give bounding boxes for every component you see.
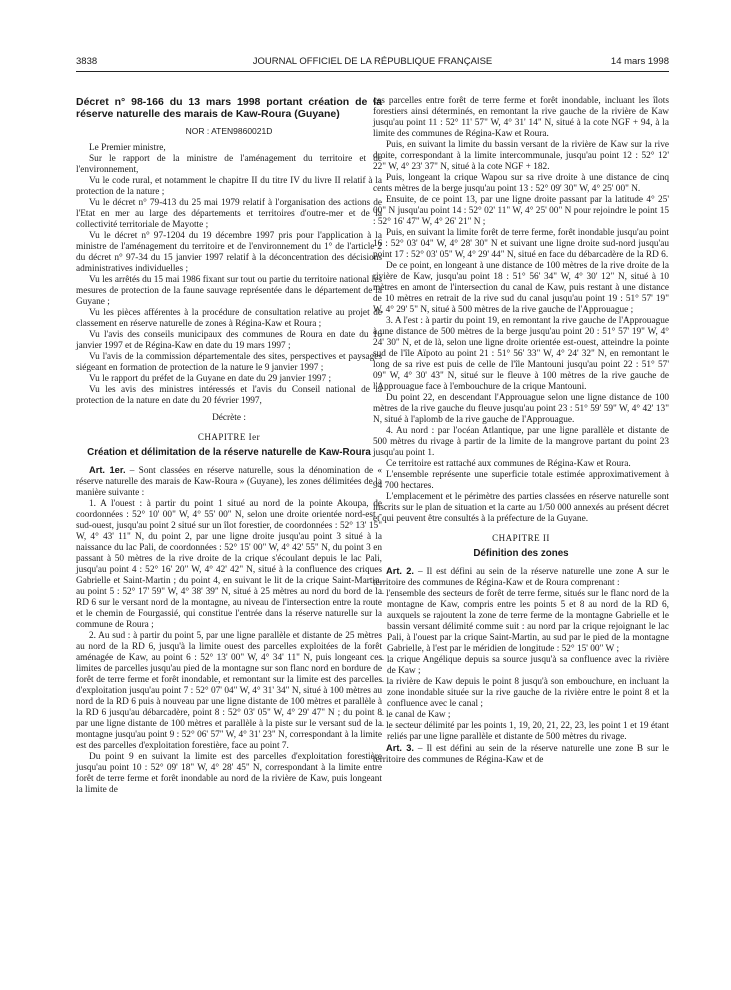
preamble-line: Vu l'avis des conseils municipaux des communes de Roura en date du 16 janvier 1997 et de Régina-Kaw en date du 19 mars 1997 ; xyxy=(76,330,382,351)
article-3 xyxy=(373,743,669,766)
chapter-2-label: CHAPITRE II xyxy=(492,533,550,543)
chapter-1-heading: Création et délimitation de la réserve naturelle de Kaw-Roura xyxy=(87,447,371,458)
decrete-label: Décrète : xyxy=(212,413,246,423)
article-1-paragraph: Du point 22, en descendant l'Approuague selon une ligne distance de 100 mètres de la rive gauche du fleuve jusqu'au point 23 : 51° 59' 59" W, 4° 42' 13" N, situé à l'aplomb de la rive gauche de l'Approuague. xyxy=(373,393,669,425)
article-1-paragraph: Du point 9 en suivant la limite est des parcelles d'exploitation forestière jusqu'au point 10 : 52° 09' 18" W, 4° 28' 45" N, correspondant à la limite entre forêt de terre ferme et forêt inondable au nord de la rivière de Kaw, puis longeant la limite de xyxy=(76,752,382,795)
article-2-item: – le secteur délimité par les points 1, 19, 20, 21, 22, 23, les point 1 et 19 étant reliés par une ligne parallèle et distante de 500 mètres du rivage. xyxy=(379,721,669,742)
journal-title: JOURNAL OFFICIEL DE LA RÉPUBLIQUE FRANÇAISE xyxy=(252,56,493,67)
article-1-paragraph: Ensuite, de ce point 13, par une ligne droite passant par la latitude 4° 25' 00" N jusqu'au point 14 : 52° 02' 11" W, 4° 25' 00" N pour rejoindre le point 15 : 52° 16' 47" W, 4° 26' 21" N ; xyxy=(373,195,669,227)
article-1-label: Art. 1er. xyxy=(89,465,126,475)
article-1 xyxy=(76,465,382,499)
article-2-item: – la crique Angélique depuis sa source jusqu'à sa confluence avec la rivière de Kaw ; xyxy=(379,655,669,676)
chapter-2-heading: Définition des zones xyxy=(473,548,569,559)
article-2-text: – Il est défini au sein de la réserve naturelle une zone A sur le territoire des communes de Régina-Kaw et de Roura comprenant : xyxy=(373,567,669,588)
article-2-label: Art. 2. xyxy=(386,566,414,576)
header-rule xyxy=(76,71,669,72)
page-number: 3838 xyxy=(76,56,98,67)
preamble-line: Vu le code rural, et notamment le chapitre II du titre IV du livre II relatif à la protection de la nature ; xyxy=(76,176,382,197)
article-1-paragraph: L'emplacement et le périmètre des parties classées en réserve naturelle sont inscrits sur le plan de situation et la carte au 1/50 000 annexés au présent décret et qui peuvent être consultés à la préfecture de la Guyane. xyxy=(373,492,669,524)
preamble-line: Vu le décret n° 97-1204 du 19 décembre 1997 pris pour l'application à la ministre de l'aménagement du territoire et de l'environnement du 1° de l'article 2 du décret n° 97-34 du 15 janvier 1997 relatif à la déconcentration des décisions administratives individuelles ; xyxy=(76,231,382,274)
article-2-item: – le canal de Kaw ; xyxy=(379,710,451,720)
article-1-paragraph: Puis, longeant la crique Wapou sur sa rive droite à une distance de cinq cents mètres de la berge jusqu'au point 13 : 52° 09' 30" W, 4° 25' 00" N. xyxy=(373,173,669,194)
article-1-paragraph: Puis, en suivant la limite forêt de terre ferme, forêt inondable jusqu'au point 16 : 52° 03' 04" W, 4° 28' 30" N et suivant une ligne droite sud-nord jusqu'au point 17 : 52° 03' 05" W, 4° 29' 44" N, situé en face du débarcadère de la RD 6. xyxy=(373,228,669,260)
article-1-paragraph: De ce point, en longeant à une distance de 100 mètres de la rive droite de la rivière de Kaw, jusqu'au point 18 : 51° 56' 34" W, 4° 30' 12" N, situé à 10 mètres en amont de l'intersection du canal de Kaw, puis restant à une distance de 10 mètres en retrait de la rive sud du canal jusqu'au point 19 : 51° 57' 19" W, 4° 29' 5" N, situé à 500 mètres de la rive gauche de l'Approuague ; xyxy=(373,261,669,315)
article-3-text: – Il est défini au sein de la réserve naturelle une zone B sur le territoire des communes de Régina-Kaw et de xyxy=(373,744,669,765)
preamble-line: Sur le rapport de la ministre de l'aménagement du territoire et de l'environnement, xyxy=(76,154,382,175)
decree-title: Décret n° 98-166 du 13 mars 1998 portant création de la réserve naturelle des marais de Kaw-Roura (Guyane) xyxy=(76,96,382,120)
article-1-paragraph: ces parcelles entre forêt de terre ferme et forêt inondable, incluant les îlots forestiers ainsi déterminés, en remontant la rive gauche de la rivière de Kaw jusqu'au point 11 : 52° 11' 57" W, 4° 31' 14" N, situé à la cote NGF + 94, à la limite des communes de Régina-Kaw et Roura. xyxy=(373,96,669,139)
article-2-item: – l'ensemble des secteurs de forêt de terre ferme, situés sur le flanc nord de la montagne de Kaw, compris entre les points 5 et 8 au nord de la RD 6, auxquels se rajoutent la zone de terre ferme de la montagne Gabrielle et le bassin versant délimité comme suit : au nord par la crique rejoignant le lac Pali, à l'ouest par la crique Saint-Martin, au sud par le pied de la montagne Gabrielle, à l'est par le méridien de longitude : 52° 15' 00" W ; xyxy=(379,589,669,654)
article-2-item: – la rivière de Kaw depuis le point 8 jusqu'à son embouchure, en incluant la zone inondable située sur la rive gauche de la rivière entre le point 8 et la confluence avec le canal ; xyxy=(379,677,669,709)
left-column xyxy=(76,96,382,796)
article-1-paragraph: 3. A l'est : à partir du point 19, en remontant la rive gauche de l'Approuague à une distance de 500 mètres de la berge jusqu'au point 20 : 51° 57' 19" W, 4° 24' 30" N, et de là, selon une ligne droite orientée est-ouest, atteindre la pointe sud de l'île Aïpoto au point 21 : 51° 56' 33" W, 4° 24' 32" N, en remontant le long de sa rive est puis de celle de l'île Mantouni jusqu'au point 22 : 51° 57' 09" W, 4° 30' 43" N, situé sur le fleuve à 100 mètres de la rive gauche de l'Approuague face à l'embouchure de la crique Mantouni. xyxy=(373,316,669,392)
preamble-line: Vu les pièces afférentes à la procédure de consultation relative au projet de classement en réserve naturelle de zones à Régina-Kaw et Roura ; xyxy=(76,308,382,329)
article-1-paragraph: 4. Au nord : par l'océan Atlantique, par une ligne parallèle et distante de 500 mètres du rivage à partir de la limite de la mangrove partant du point 23 jusqu'au point 1. xyxy=(373,426,669,458)
preamble-line: Vu le décret n° 79-413 du 25 mai 1979 relatif à l'organisation des actions de l'Etat en mer au large des départements et territoires d'outre-mer et de la collectivité territoriale de Mayotte ; xyxy=(76,198,382,230)
preamble-line: Vu les avis des ministres intéressés et l'avis du Conseil national de la protection de la nature en date du 20 février 1997, xyxy=(76,385,382,406)
article-2 xyxy=(373,566,669,589)
article-1-paragraph: L'ensemble représente une superficie totale estimée approximativement à 94 700 hectares. xyxy=(373,470,669,491)
article-1-paragraph: Puis, en suivant la limite du bassin versant de la rivière de Kaw sur la rive droite, correspondant à la limite intercommunale, jusqu'au point 12 : 52° 12' 22" W, 4° 23' 37" N, situé à la cote NGF + 182. xyxy=(373,140,669,172)
article-3-label: Art. 3. xyxy=(386,743,414,753)
right-column xyxy=(373,96,669,766)
preamble-line: Vu les arrêtés du 15 mai 1986 fixant sur tout ou partie du territoire national les mesures de protection de la faune sauvage représentée dans le département de la Guyane ; xyxy=(76,275,382,307)
preamble-line: Vu l'avis de la commission départementale des sites, perspectives et paysages siégeant en formation de protection de la nature le 9 janvier 1997 ; xyxy=(76,352,382,373)
preamble-line: Vu le rapport du préfet de la Guyane en date du 29 janvier 1997 ; xyxy=(89,374,332,384)
article-1-paragraph: 2. Au sud : à partir du point 5, par une ligne parallèle et distante de 25 mètres au nord de la RD 6, jusqu'à la limite ouest des parcelles exploitées de la forêt aménagée de Kaw, au point 6 : 52° 13' 00" W, 4° 34' 11" N, puis longeant ces limites de parcelles jusqu'au pied de la montagne sur son flanc nord en bordure de forêt de terre ferme et forêt inondable, et remontant sur la limite est des parcelles d'exploitation jusqu'au point 7 : 52° 07' 04" W, 4° 31' 34" N, situé à 100 mètres au nord de la RD 6 puis à nouveau par une ligne distante de 100 mètres et parallèle à la RD 6 jusqu'au débarcadère, point 8 : 52° 03' 05" W, 4° 29' 47" N ; du point 8 par une ligne distante de 100 mètres et parallèle à la piste sur le versant sud de la montagne jusqu'au point 9 : 52° 06' 57" W, 4° 31' 23" N, correspondant à la limite est des parcelles d'exploitation forestière, face au point 7. xyxy=(76,631,382,751)
issue-date: 14 mars 1998 xyxy=(610,56,669,67)
article-1-text: – Sont classées en réserve naturelle, sous la dénomination de « réserve naturelle des marais de Kaw-Roura » (Guyane), les zones délimitées de la manière suivante : xyxy=(76,466,382,498)
article-1-paragraph: Ce territoire est rattaché aux communes de Régina-Kaw et Roura. xyxy=(386,459,631,469)
preamble-line: Le Premier ministre, xyxy=(89,143,166,153)
page-header xyxy=(76,56,669,70)
nor-reference: NOR : ATEN9860021D xyxy=(185,126,273,136)
article-1-paragraph: 1. A l'ouest : à partir du point 1 situé au nord de la pointe Akoupa, de coordonnées : 52° 10' 00" W, 4° 55' 00" N, selon une droite orientée nord-est - sud-ouest, jusqu'au point 2 situé sur un îlot forestier, de coordonnées : 52° 13' 15" W, 4° 43' 11" N, du point 2, par une ligne droite jusqu'au point 3 situé à la naissance du lac Pali, de coordonnées : 52° 15' 00" W, 4° 42' 55" N, du point 3 en passant à 50 mètres de la rive droite de la crique s'écoulant depuis le lac Pali, jusqu'au point 4 : 52° 16' 20" W, 4° 42' 42" N, situé à la confluence des criques Gabrielle et Saint-Martin ; du point 4, en suivant le lit de la crique Saint-Martin, au point 5 : 52° 17' 59" W, 4° 38' 39" N, situé à 25 mètres au nord du bord de la RD 6 sur le versant nord de la montagne, au niveau de l'intersection entre la route et le chemin de Fourgassié, qui constitue l'entrée dans la réserve naturelle sur la commune de Roura ; xyxy=(76,499,382,630)
chapter-1-label: CHAPITRE Ier xyxy=(197,432,261,442)
